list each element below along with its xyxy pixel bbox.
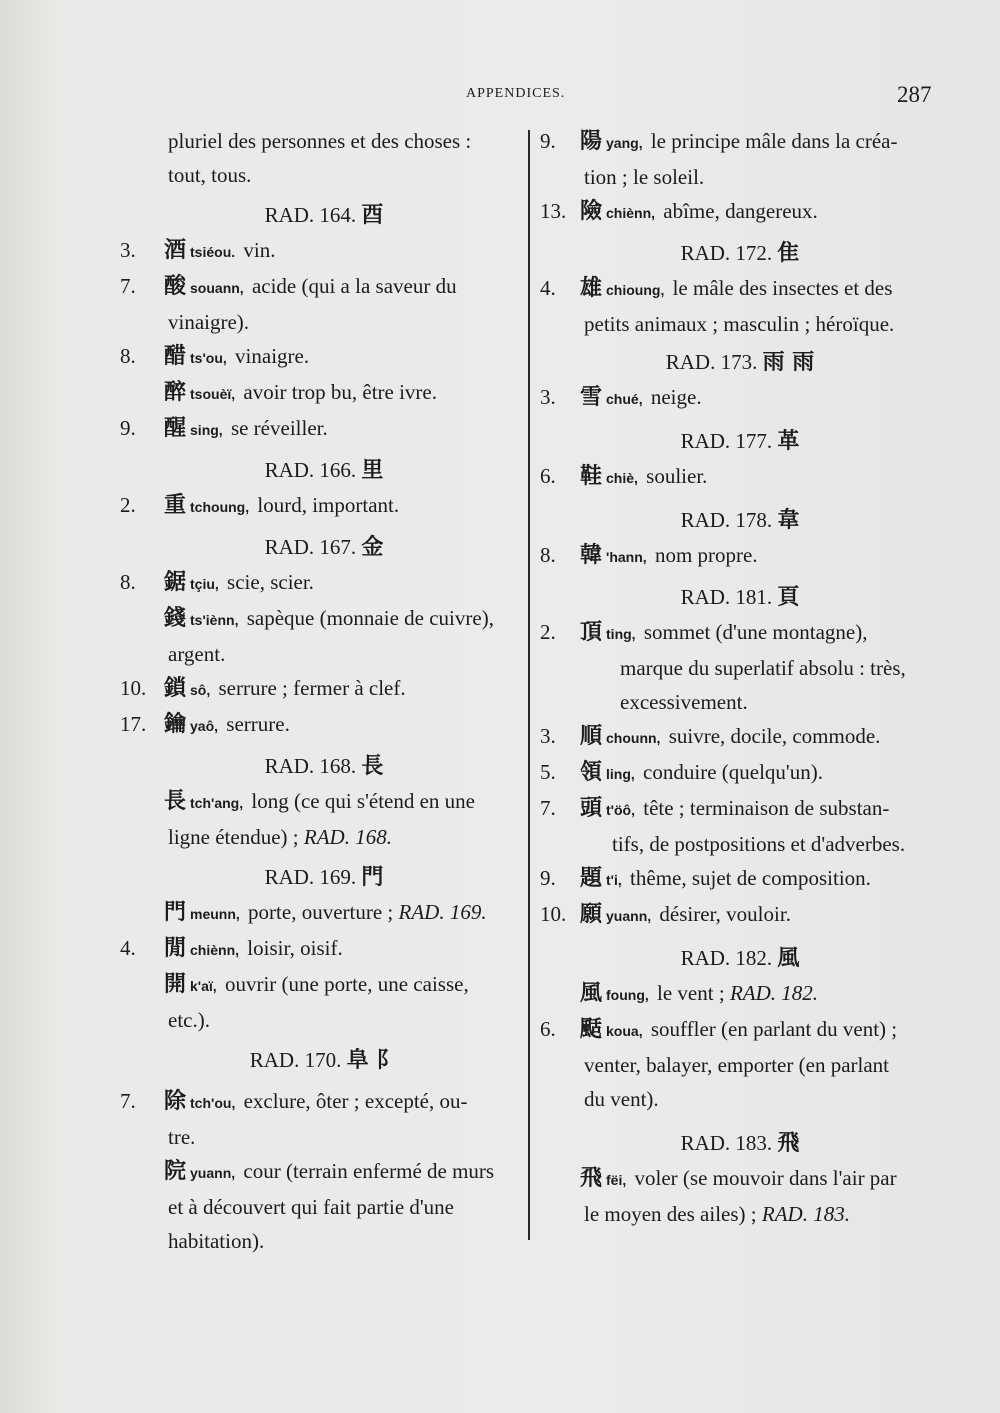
entry: 2. 頂ting, sommet (d'une montagne), xyxy=(540,620,868,645)
text-line: et à découvert qui fait partie d'une xyxy=(168,1195,454,1219)
text-line: etc.). xyxy=(168,1008,210,1032)
text-line: tifs, de postpositions et d'adverbes. xyxy=(612,832,906,856)
radical-heading: RAD. 178. 韋 xyxy=(680,508,800,533)
entry: 7. 除tch'ou, exclure, ôter ; excepté, ou- xyxy=(120,1089,468,1114)
text-line: excessivement. xyxy=(620,690,748,714)
cross-reference: RAD. 182. xyxy=(729,981,819,1005)
text-line: petits animaux ; masculin ; héroïque. xyxy=(584,312,895,336)
entry: 4. 閒chiènn, loisir, oisif. xyxy=(120,936,343,961)
entry: 飛fëi, voler (se mouvoir dans l'air par xyxy=(580,1166,897,1191)
text-line: argent. xyxy=(168,642,226,666)
cross-reference: RAD. 183. xyxy=(761,1202,850,1226)
entry: 10. 鎖sô, serrure ; fermer à clef. xyxy=(120,676,406,701)
entry: 6. 颳koua, souffler (en parlant du vent) ; xyxy=(540,1017,898,1042)
radical-heading: RAD. 173. 雨 雨 xyxy=(665,350,815,375)
text-line: venter, balayer, emporter (en parlant xyxy=(584,1053,889,1077)
text-line: ligne étendue) ; RAD. 168. xyxy=(168,825,392,849)
entry: 門meunn, porte, ouverture ; RAD. 169. xyxy=(164,900,487,925)
entry: 9. 題t'i, thême, sujet de composition. xyxy=(540,866,871,891)
text-line: habitation). xyxy=(168,1229,265,1253)
entry: 5. 領ling, conduire (quelqu'un). xyxy=(540,760,823,785)
radical-heading: RAD. 177. 革 xyxy=(680,429,800,454)
left-column xyxy=(120,124,528,1258)
entry: 9. 醒sing, se réveiller. xyxy=(120,416,328,441)
radical-heading: RAD. 172. 隹 xyxy=(680,241,800,266)
entry: 10. 願yuann, désirer, vouloir. xyxy=(540,902,791,927)
entry: 風foung, le vent ; RAD. 182. xyxy=(580,981,819,1006)
entry: 8. 鋸tçiu, scie, scier. xyxy=(120,570,314,595)
column-divider xyxy=(528,130,530,1240)
radical-heading: RAD. 181. 頁 xyxy=(680,585,800,610)
entry: 4. 雄chioung, le mâle des insectes et des xyxy=(540,276,893,301)
entry: 開k'aï, ouvrir (une porte, une caisse, xyxy=(164,972,469,997)
text-line: tout, tous. xyxy=(168,163,252,187)
text-line: tre. xyxy=(168,1125,196,1149)
radical-heading: RAD. 168. 長 xyxy=(264,754,384,779)
entry: 8. 韓 'hann, nom propre. xyxy=(540,543,758,568)
entry: 17. 鑰yaô, serrure. xyxy=(120,712,290,737)
entry: 7. 頭t'öô, tête ; terminaison de substan- xyxy=(540,796,890,821)
entry: 2. 重tchoung, lourd, important. xyxy=(120,493,400,518)
entry: 長tch'ang, long (ce qui s'étend en une xyxy=(164,789,476,814)
radical-heading: RAD. 182. 風 xyxy=(680,946,800,971)
entry: 8. 醋ts'ou, vinaigre. xyxy=(120,344,310,369)
running-head: APPENDICES. xyxy=(466,86,566,101)
entry: 3. 酒tsiéou. vin. xyxy=(120,238,276,263)
text-line: le moyen des ailes) ; RAD. 183. xyxy=(584,1202,850,1226)
entry: 13. 險chiènn, abîme, dangereux. xyxy=(540,199,818,224)
entry: 錢ts'iènn, sapèque (monnaie de cuivre), xyxy=(164,606,494,631)
entry: 9. 陽yang, le principe mâle dans la créa- xyxy=(540,129,898,154)
radical-heading: RAD. 164. 酉 xyxy=(264,203,384,228)
cross-reference: RAD. 168. xyxy=(303,825,392,849)
entry: 醉tsouèï, avoir trop bu, être ivre. xyxy=(164,380,437,405)
entry: 6. 鞋chiè, soulier. xyxy=(540,464,708,489)
entry: 7. 酸souann, acide (qui a la saveur du xyxy=(120,274,457,299)
radical-heading: RAD. 166. 里 xyxy=(264,458,384,483)
text-line: vinaigre). xyxy=(168,310,250,334)
text-line: marque du superlatif absolu : très, xyxy=(620,656,906,680)
cross-reference: RAD. 169. xyxy=(398,900,487,924)
radical-heading: RAD. 183. 飛 xyxy=(680,1131,800,1156)
radical-heading: RAD. 167. 金 xyxy=(264,535,384,560)
page-number: 287 xyxy=(897,82,932,107)
entry: 3. 雪chué, neige. xyxy=(540,385,702,410)
right-column xyxy=(540,124,940,1231)
text-line: du vent). xyxy=(584,1087,659,1111)
entry: 院yuann, cour (terrain enfermé de murs xyxy=(164,1159,495,1184)
text-line: tion ; le soleil. xyxy=(584,165,705,189)
radical-heading: RAD. 170. 阜 阝 xyxy=(249,1048,399,1073)
text-line: pluriel des personnes et des choses : xyxy=(168,129,472,153)
radical-heading: RAD. 169. 門 xyxy=(264,865,384,890)
entry: 3. 順chounn, suivre, docile, commode. xyxy=(540,724,881,749)
